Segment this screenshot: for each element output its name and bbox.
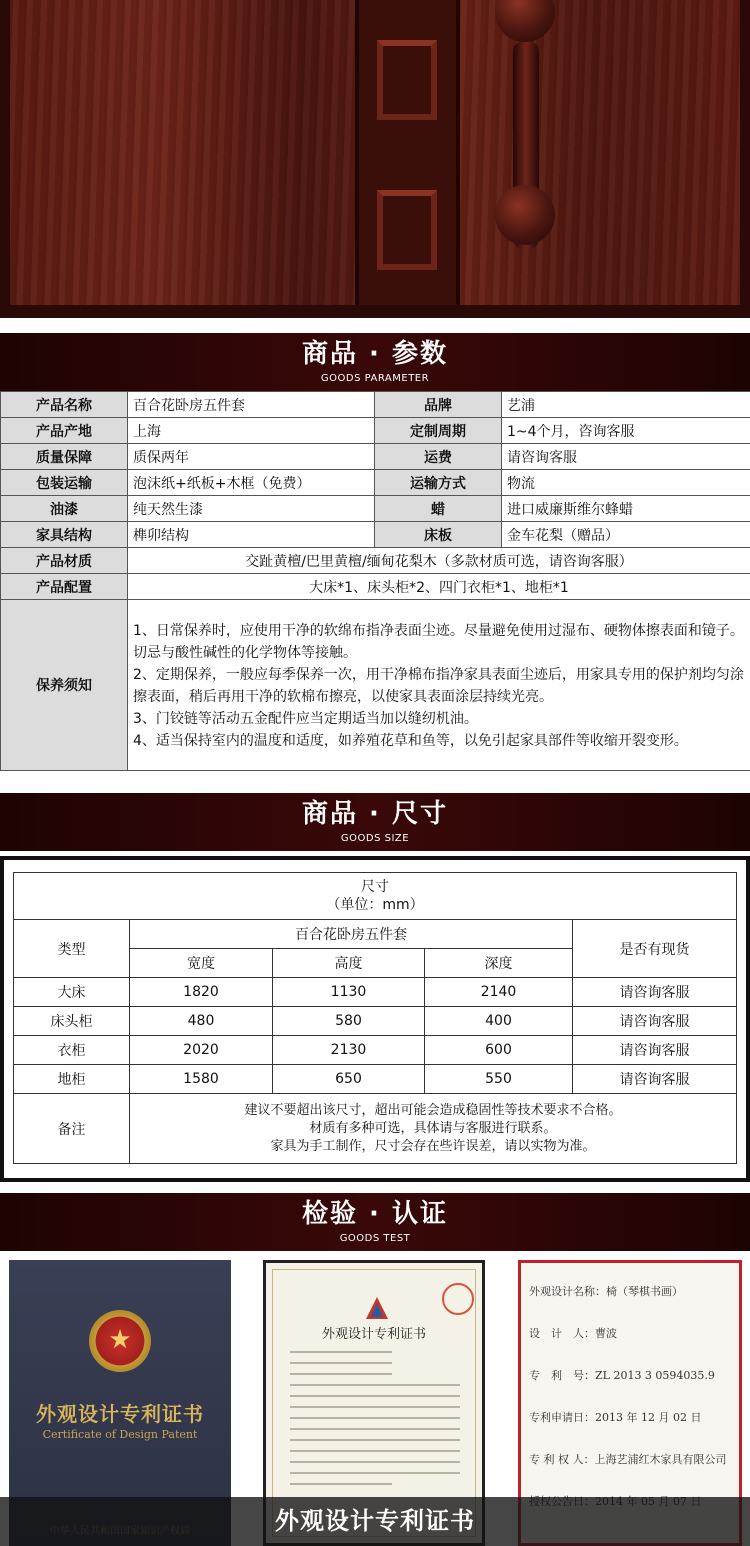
carved-fret-pattern: [355, 0, 460, 305]
param-label: 产品配置: [1, 574, 128, 600]
param-label: 定制周期: [375, 418, 502, 444]
remark-label: 备注: [14, 1094, 130, 1164]
param-value: 进口威廉斯维尔蜂蜡: [502, 496, 750, 522]
param-label: 保养须知: [1, 600, 128, 771]
size-table-frame: [0, 856, 750, 1182]
cover-title-en: Certificate of Design Patent: [42, 1428, 198, 1441]
size-title: 商品 · 尺寸: [302, 799, 448, 829]
care-item: 1、日常保养时，应使用干净的软绵布指净表面尘迹。尽量避免使用过湿布、硬物体擦表面和镜子。切忌与酸性碱性的化学物体等接触。: [133, 623, 744, 661]
depth-header: 深度: [425, 949, 573, 978]
cert-apply-date: 专利申请日：2013 年 12 月 02 日: [529, 1411, 702, 1424]
test-section-banner: [0, 1193, 750, 1251]
parameter-subtitle: GOODS PARAMETER: [320, 373, 430, 384]
param-label: 床板: [375, 522, 502, 548]
table-row: [14, 873, 737, 920]
red-seal-icon: [442, 1283, 474, 1315]
care-item: 2、定期保养，一般应每季保养一次，用干净棉布指净家具表面尘迹后，用家具专用的保护剂均匀涂擦表面，稍后再用干净的软棉布擦亮，以使家具表面涂层持续光亮。: [133, 667, 744, 705]
table-row: [1, 574, 750, 600]
test-subtitle: GOODS TEST: [339, 1233, 411, 1244]
table-row: 地柜 1580 650 550 请咨询客服: [14, 1065, 737, 1094]
certificate-caption: 外观设计专利证书: [0, 1497, 750, 1546]
table-row: [1, 600, 750, 771]
table-row: [1, 470, 750, 496]
table-row: [1, 548, 750, 574]
param-value: 大床*1、床头柜*2、四门衣柜*1、地柜*1: [128, 574, 750, 600]
param-value: 1~4个月，咨询客服: [502, 418, 750, 444]
size-section-banner: [0, 793, 750, 851]
table-row: [14, 920, 737, 949]
cert-page-title: 外观设计专利证书: [321, 1327, 426, 1342]
table-row: 大床 1820 1130 2140 请咨询客服: [14, 978, 737, 1007]
parameter-section-banner: [0, 333, 750, 391]
patent-office-logo-icon: [364, 1295, 390, 1321]
care-item: 4、适当保持室内的温度和适度，如养殖花草和鱼等，以免引起家具部件等收缩开裂变形。: [133, 733, 688, 749]
param-label: 品牌: [375, 392, 502, 418]
param-value: 交趾黄檀/巴里黄檀/缅甸花梨木（多款材质可选，请咨询客服）: [128, 548, 750, 574]
set-header: 百合花卧房五件套: [130, 920, 573, 949]
test-title: 检验 · 认证: [302, 1199, 448, 1229]
care-item: 3、门铰链等活动五金配件应当定期适当加以缝纫机油。: [133, 711, 478, 727]
cert-design-name: 外观设计名称：椅（琴棋书画）: [529, 1285, 683, 1298]
param-label: 产品名称: [1, 392, 128, 418]
param-value: 艺浦: [502, 392, 750, 418]
param-label: 产品材质: [1, 548, 128, 574]
table-row: [1, 444, 750, 470]
param-label: 油漆: [1, 496, 128, 522]
table-row: [1, 418, 750, 444]
param-label: 包装运输: [1, 470, 128, 496]
table-row: [14, 1094, 737, 1164]
table-row: [1, 522, 750, 548]
param-value: 上海: [128, 418, 375, 444]
remark-text: 建议不要超出该尺寸，超出可能会造成稳固性等技术要求不合格。 材质有多种可选，具体请与客服进行联系。 家具为手工制作，尺寸会存在些许误差，请以实物为准。: [130, 1094, 737, 1164]
param-label: 运费: [375, 444, 502, 470]
care-instructions: [128, 600, 750, 771]
param-value: 纯天然生漆: [128, 496, 375, 522]
carved-handle: [495, 0, 555, 300]
cert-patent-no: 专 利 号：ZL 2013 3 0594035.9: [529, 1369, 715, 1382]
hero-wood-photo: [0, 0, 750, 318]
param-value: 请咨询客服: [502, 444, 750, 470]
param-value: 金车花梨（赠品）: [502, 522, 750, 548]
cert-designer: 设 计 人：曹波: [529, 1327, 617, 1340]
size-caption: 尺寸 （单位：mm）: [14, 873, 737, 920]
param-label: 蜡: [375, 496, 502, 522]
param-label: 质量保障: [1, 444, 128, 470]
size-table: [13, 872, 737, 1164]
type-header: 类型: [14, 920, 130, 978]
size-subtitle: GOODS SIZE: [340, 833, 410, 844]
table-row: 衣柜 2020 2130 600 请咨询客服: [14, 1036, 737, 1065]
param-value: 泡沫纸+纸板+木框（免费）: [128, 470, 375, 496]
param-label: 家具结构: [1, 522, 128, 548]
param-value: 榫卯结构: [128, 522, 375, 548]
table-row: [1, 392, 750, 418]
cover-title: 外观设计专利证书: [36, 1402, 204, 1426]
param-value: 质保两年: [128, 444, 375, 470]
param-value: 百合花卧房五件套: [128, 392, 375, 418]
parameter-title: 商品 · 参数: [302, 339, 448, 369]
param-value: 物流: [502, 470, 750, 496]
cert-owner: 专 利 权 人：上海艺浦红木家具有限公司: [529, 1453, 727, 1466]
param-label: 产品产地: [1, 418, 128, 444]
wood-panel: [10, 0, 740, 305]
parameter-table: [0, 391, 750, 771]
national-emblem-icon: ★: [89, 1310, 151, 1372]
param-label: 运输方式: [375, 470, 502, 496]
table-row: [1, 496, 750, 522]
table-row: 床头柜 480 580 400 请咨询客服: [14, 1007, 737, 1036]
stock-header: 是否有现货: [573, 920, 737, 978]
cert-body-text: [290, 1351, 460, 1494]
height-header: 高度: [273, 949, 425, 978]
width-header: 宽度: [130, 949, 273, 978]
